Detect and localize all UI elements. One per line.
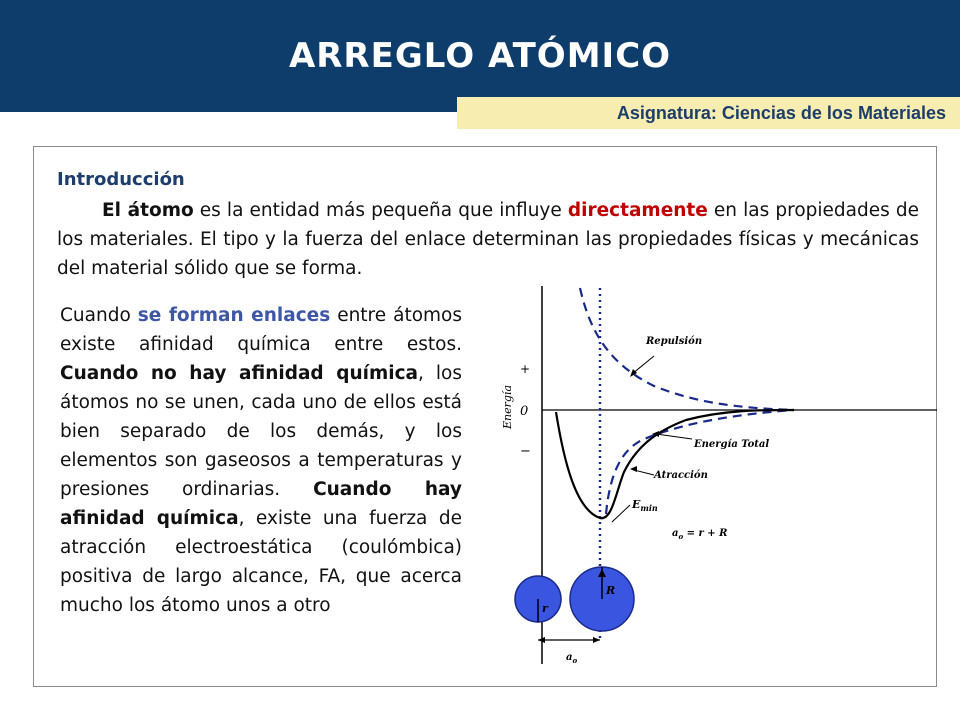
body-bold-1: Cuando no hay afinidad química: [60, 363, 419, 384]
total-energy-curve: [556, 410, 794, 518]
body-paragraph: [60, 301, 462, 620]
subject-banner: Asignatura: Ciencias de los Materiales: [457, 97, 960, 129]
a0-equation: [672, 528, 727, 541]
a0-eq-b: = r + R: [683, 528, 728, 539]
intro-paragraph: [57, 196, 919, 283]
intro-text-b: en las propiedades de los materiales. El tipo y la fuerza del enlace determinan las propiedades físicas y mecánicas del material sólido que se forma.: [57, 200, 919, 279]
a0-bottom-a: a: [566, 652, 573, 663]
total-leader: [656, 434, 692, 439]
repulsion-label: Repulsión: [646, 336, 703, 347]
a0-eq-sub: o: [678, 532, 684, 541]
body-text-5: , los átomos no se unen, cada uno de ellos está bien separado de los demás, y los elementos son gaseosos a temperaturas y presiones ordinarias.: [60, 363, 462, 500]
attraction-arrowhead: [630, 466, 637, 472]
repulsion-curve: [580, 288, 794, 410]
emin-sub: min: [640, 503, 658, 513]
attraction-label: Atracción: [654, 470, 708, 481]
body-text-7: , existe una fuerza de atracción electroestática (coulómbica) positiva de largo alcance, FA, que acerca mucho los átomo unos a otro: [60, 508, 462, 616]
page-title: ARREGLO ATÓMICO: [288, 36, 672, 76]
minus-sign: −: [520, 444, 531, 459]
body-bold-2: Cuando hay afinidad química: [60, 479, 462, 529]
zero-label: 0: [520, 404, 529, 419]
body-highlight: se forman enlaces: [137, 305, 331, 326]
emin-label: [631, 498, 658, 513]
y-axis-label: Energía: [501, 385, 514, 429]
plus-sign: +: [520, 362, 531, 376]
a0-bottom-label: [566, 652, 577, 665]
intro-bold: El átomo: [102, 200, 194, 221]
emin-leader: [612, 505, 630, 522]
intro-text-a: es la entidad más pequeña que influye: [193, 200, 568, 221]
large-radius-label: R: [606, 584, 616, 597]
total-label: Energía Total: [694, 439, 770, 450]
a0-bottom-sub: o: [572, 656, 578, 665]
body-text-1: Cuando: [60, 305, 138, 326]
body-text-3: entre átomos existe afinidad química entre estos.: [60, 305, 462, 355]
a0-eq-a: a: [672, 528, 679, 539]
emin-e: E: [632, 498, 641, 511]
intro-highlight: directamente: [567, 200, 708, 221]
small-radius-label: r: [542, 602, 548, 615]
energy-diagram: [494, 282, 944, 678]
intro-heading: Introducción: [57, 169, 185, 190]
